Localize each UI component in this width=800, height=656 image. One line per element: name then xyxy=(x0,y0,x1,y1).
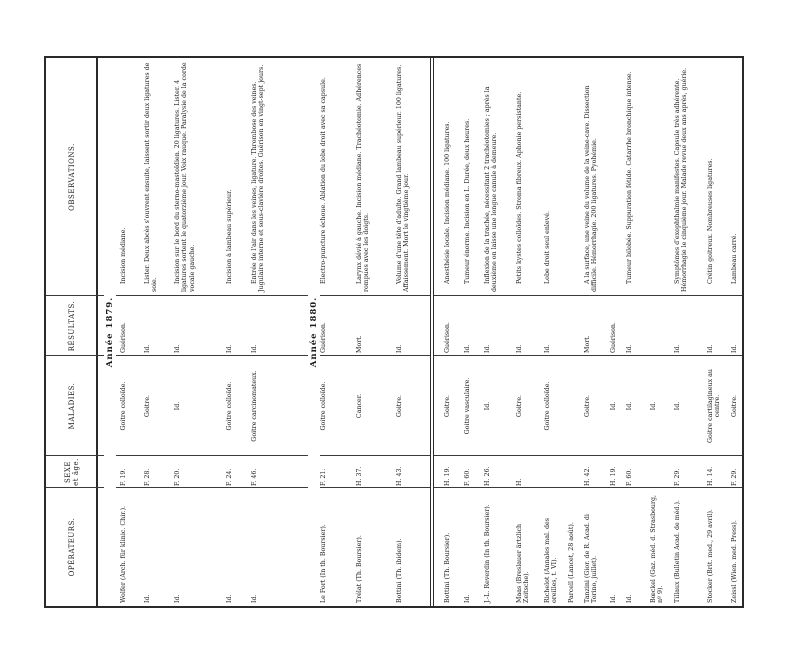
sexe-age-cell: H. 19. xyxy=(610,466,617,486)
observation-cell: Anesthésie locale. Incision médiane. 100 ligatures. xyxy=(444,121,451,284)
resultat-cell: Guérison. xyxy=(444,322,451,353)
observation-cell: Entrée de l'air dans les veines, ligature. Thrombose des veines. Jugulaire interne et sous-clavière droites. Guérison en vingt-sept jours. xyxy=(251,64,266,292)
maladie-cell: Id. xyxy=(626,401,633,411)
sexe-age-cell: F. 24. xyxy=(226,468,233,486)
sexe-age-cell: F. 29. xyxy=(731,468,738,486)
page xyxy=(44,46,744,614)
observation-cell: Lambeau carré. xyxy=(731,233,738,284)
resultat-cell: Mort. xyxy=(584,335,591,353)
operateur-cell: Id. xyxy=(174,594,181,603)
resultat-cell: Id. xyxy=(544,344,551,353)
operateur-cell: Zeissl (Wien. med. Press). xyxy=(731,520,738,603)
sexe-age-cell: F. 46. xyxy=(251,468,258,486)
resultat-cell: Id. xyxy=(251,344,258,353)
maladie-cell: Goitre colloïde. xyxy=(226,381,233,431)
operateur-cell: Tillaux (Bulletin Acad. de méd.). xyxy=(674,500,681,603)
maladie-cell: Goitre. xyxy=(516,394,523,418)
resultat-cell: Id. xyxy=(674,344,681,353)
resultat-cell: Id. xyxy=(484,344,491,353)
maladie-cell: Goitre cartilagineux au centre. xyxy=(707,369,722,443)
maladie-cell: Goitre carcinomateux. xyxy=(251,370,258,442)
observation-cell: A la surface, une veine du volume de la veine-cave. Dissection difficile. Hémorrhagie. 200 ligatures. Pyohémie. xyxy=(584,85,599,292)
resultat-cell: Id. xyxy=(144,344,151,353)
resultat-cell: Id. xyxy=(516,344,523,353)
maladie-cell: Goitre colloïde. xyxy=(320,381,327,431)
operateur-cell: Id. xyxy=(251,594,258,603)
header-observations: OBSERVATIONS. xyxy=(68,143,76,211)
maladie-cell: Id. xyxy=(650,401,657,411)
observation-cell: Symptômes d'exophthalmie manifestes. Capsule très adhérente. Hémorrhagie le cinquième jour. Malade revue deux ans après, guérie. xyxy=(674,67,689,292)
maladie-cell: Goitre. xyxy=(584,394,591,418)
header-operateurs: OPÉRATEURS. xyxy=(68,517,76,577)
maladie-cell: Goitre. xyxy=(144,394,151,418)
sexe-age-cell: H. 43. xyxy=(396,466,403,486)
operateur-cell: Trélat (Th. Boursier). xyxy=(356,535,363,603)
observation-cell: Crétin goitreux. Nombreuses ligatures. xyxy=(707,158,714,284)
column-rule xyxy=(46,487,742,488)
maladie-cell: Goitre colloïde. xyxy=(544,381,551,431)
year-heading: Année 1880. xyxy=(308,58,320,606)
table-header xyxy=(46,58,98,606)
sexe-age-cell: H. xyxy=(516,478,523,486)
maladie-cell: Cancer. xyxy=(356,393,363,419)
year-heading: Année 1879. xyxy=(104,58,116,606)
resultat-cell: Id. xyxy=(731,344,738,353)
resultat-cell: Id. xyxy=(464,344,471,353)
maladie-cell: Id. xyxy=(174,401,181,411)
observation-cell: Tumeur bilobée. Suppuration fétide. Catarrhe bronchique intense. xyxy=(626,71,633,284)
observation-cell: Lobe droit seul enlevé. xyxy=(544,211,551,284)
maladie-cell: Goitre vasculaire. xyxy=(464,377,471,435)
resultat-cell: Id. xyxy=(396,344,403,353)
operateur-cell: Id. xyxy=(610,594,617,603)
column-rule xyxy=(46,455,742,456)
table-frame xyxy=(44,56,744,608)
observation-cell: Lister. Deux abcès s'ouvrent ensuite, laissent sortir deux ligatures de soie. xyxy=(144,62,159,292)
maladie-cell: Goitre colloïde. xyxy=(120,381,127,431)
operateur-cell: Id. xyxy=(226,594,233,603)
header-maladies: MALADIES. xyxy=(68,382,76,430)
resultat-cell: Id. xyxy=(626,344,633,353)
sexe-age-cell: F. 21. xyxy=(320,468,327,486)
column-rule xyxy=(46,295,742,296)
observation-cell: Incision sur le bord du sterno-mastoïdien. 20 ligatures. Lister. 4 ligatures sortent le quatorzième jour. Voix rauque. Paralysie de la corde vocale gauche. xyxy=(174,62,196,292)
sexe-age-cell: F. 20. xyxy=(174,468,181,486)
observation-cell: Incision à lambeau supérieur. xyxy=(226,189,233,284)
resultat-cell: Guérison. xyxy=(320,322,327,353)
observation-cell: Inflexion de la trachée, nécessitant 2 trachéotomies ; après la deuxième on laisse une longue canule à demeure. xyxy=(484,86,499,292)
operateur-cell: Bottini (Th. ibidem). xyxy=(396,538,403,603)
operateur-cell: Id. xyxy=(144,594,151,603)
observation-cell: Volume d'une tête d'adulte. Grand lambeau supérieur. 100 ligatures. Affaissement. Mort le vingtième jour. xyxy=(396,64,411,292)
observation-cell: Tumeur énorme. Incision en L. Durée, deux heures. xyxy=(464,118,471,284)
header-resultats: RÉSULTATS. xyxy=(68,300,76,352)
operateur-cell: Richelot (Annales mal. des oreilles, t. VI). xyxy=(544,518,559,603)
observation-cell: Petits kystes colloïdes. Stroma fibreux. Aphonie persistante. xyxy=(516,91,523,284)
resultat-cell: Id. xyxy=(226,344,233,353)
sexe-age-cell: F. 28. xyxy=(144,468,151,486)
sexe-age-cell: H. 19. xyxy=(444,466,451,486)
operateur-cell: Maas (Breslauer ärtzlich Zeitsche). xyxy=(516,523,531,603)
resultat-cell: Mort. xyxy=(356,335,363,353)
maladie-cell: Goitre. xyxy=(731,394,738,418)
operateur-cell: Parcell (Lancet, 28 août). xyxy=(568,522,575,603)
sexe-age-cell: H. 37. xyxy=(356,466,363,486)
maladie-cell: Id. xyxy=(610,401,617,411)
sexe-age-cell: F. 60. xyxy=(626,468,633,486)
operateur-cell: Tanzini (Gior. de R. Acad. di Torino, juillet). xyxy=(584,514,599,603)
header-sexe: SEXE et âge. xyxy=(64,458,80,486)
operateur-cell: Id. xyxy=(464,594,471,603)
resultat-cell: Guérison. xyxy=(120,322,127,353)
operateur-cell: Id. xyxy=(626,594,633,603)
sexe-age-cell: F. 60. xyxy=(464,468,471,486)
maladie-cell: Goitre. xyxy=(444,394,451,418)
sexe-age-cell: H. 26. xyxy=(484,466,491,486)
sexe-age-cell: F. 29. xyxy=(674,468,681,486)
resultat-cell: Id. xyxy=(174,344,181,353)
operateur-cell: J.-L. Reverdin (In th. Boursier). xyxy=(484,504,491,603)
operateur-cell: Bottini (Th. Boursier). xyxy=(444,532,451,603)
maladie-cell: Id. xyxy=(674,401,681,411)
operateur-cell: Le Fort (In th. Boursier). xyxy=(320,524,327,603)
sexe-age-cell: H. 14. xyxy=(707,466,714,486)
maladie-cell: Id. xyxy=(484,401,491,411)
observation-cell: Larynx dévié à gauche. Incision médiane. Trachéotomie. Adhérences rompues avec les doigts. xyxy=(356,63,371,292)
resultat-cell: Id. xyxy=(707,344,714,353)
resultat-cell: Guérison. xyxy=(610,322,617,353)
maladie-cell: Goitre. xyxy=(396,394,403,418)
sexe-age-cell: F. 19. xyxy=(120,468,127,486)
operateur-cell: Wolfer (Arch. für klinic. Chir.). xyxy=(120,505,127,603)
sexe-age-cell: H. 42. xyxy=(584,466,591,486)
observation-cell: Electro-puncture échoue. Ablation du lobe droit avec sa capsule. xyxy=(320,77,327,284)
page-divider xyxy=(430,58,434,606)
observation-cell: Incision médiane. xyxy=(120,227,127,284)
operateur-cell: Bœckel (Gaz. méd. d. Strasbourg, nº 9). xyxy=(650,494,665,603)
operateur-cell: Stocker (Brit. med., 29 avril). xyxy=(707,509,714,603)
column-rule xyxy=(46,355,742,356)
